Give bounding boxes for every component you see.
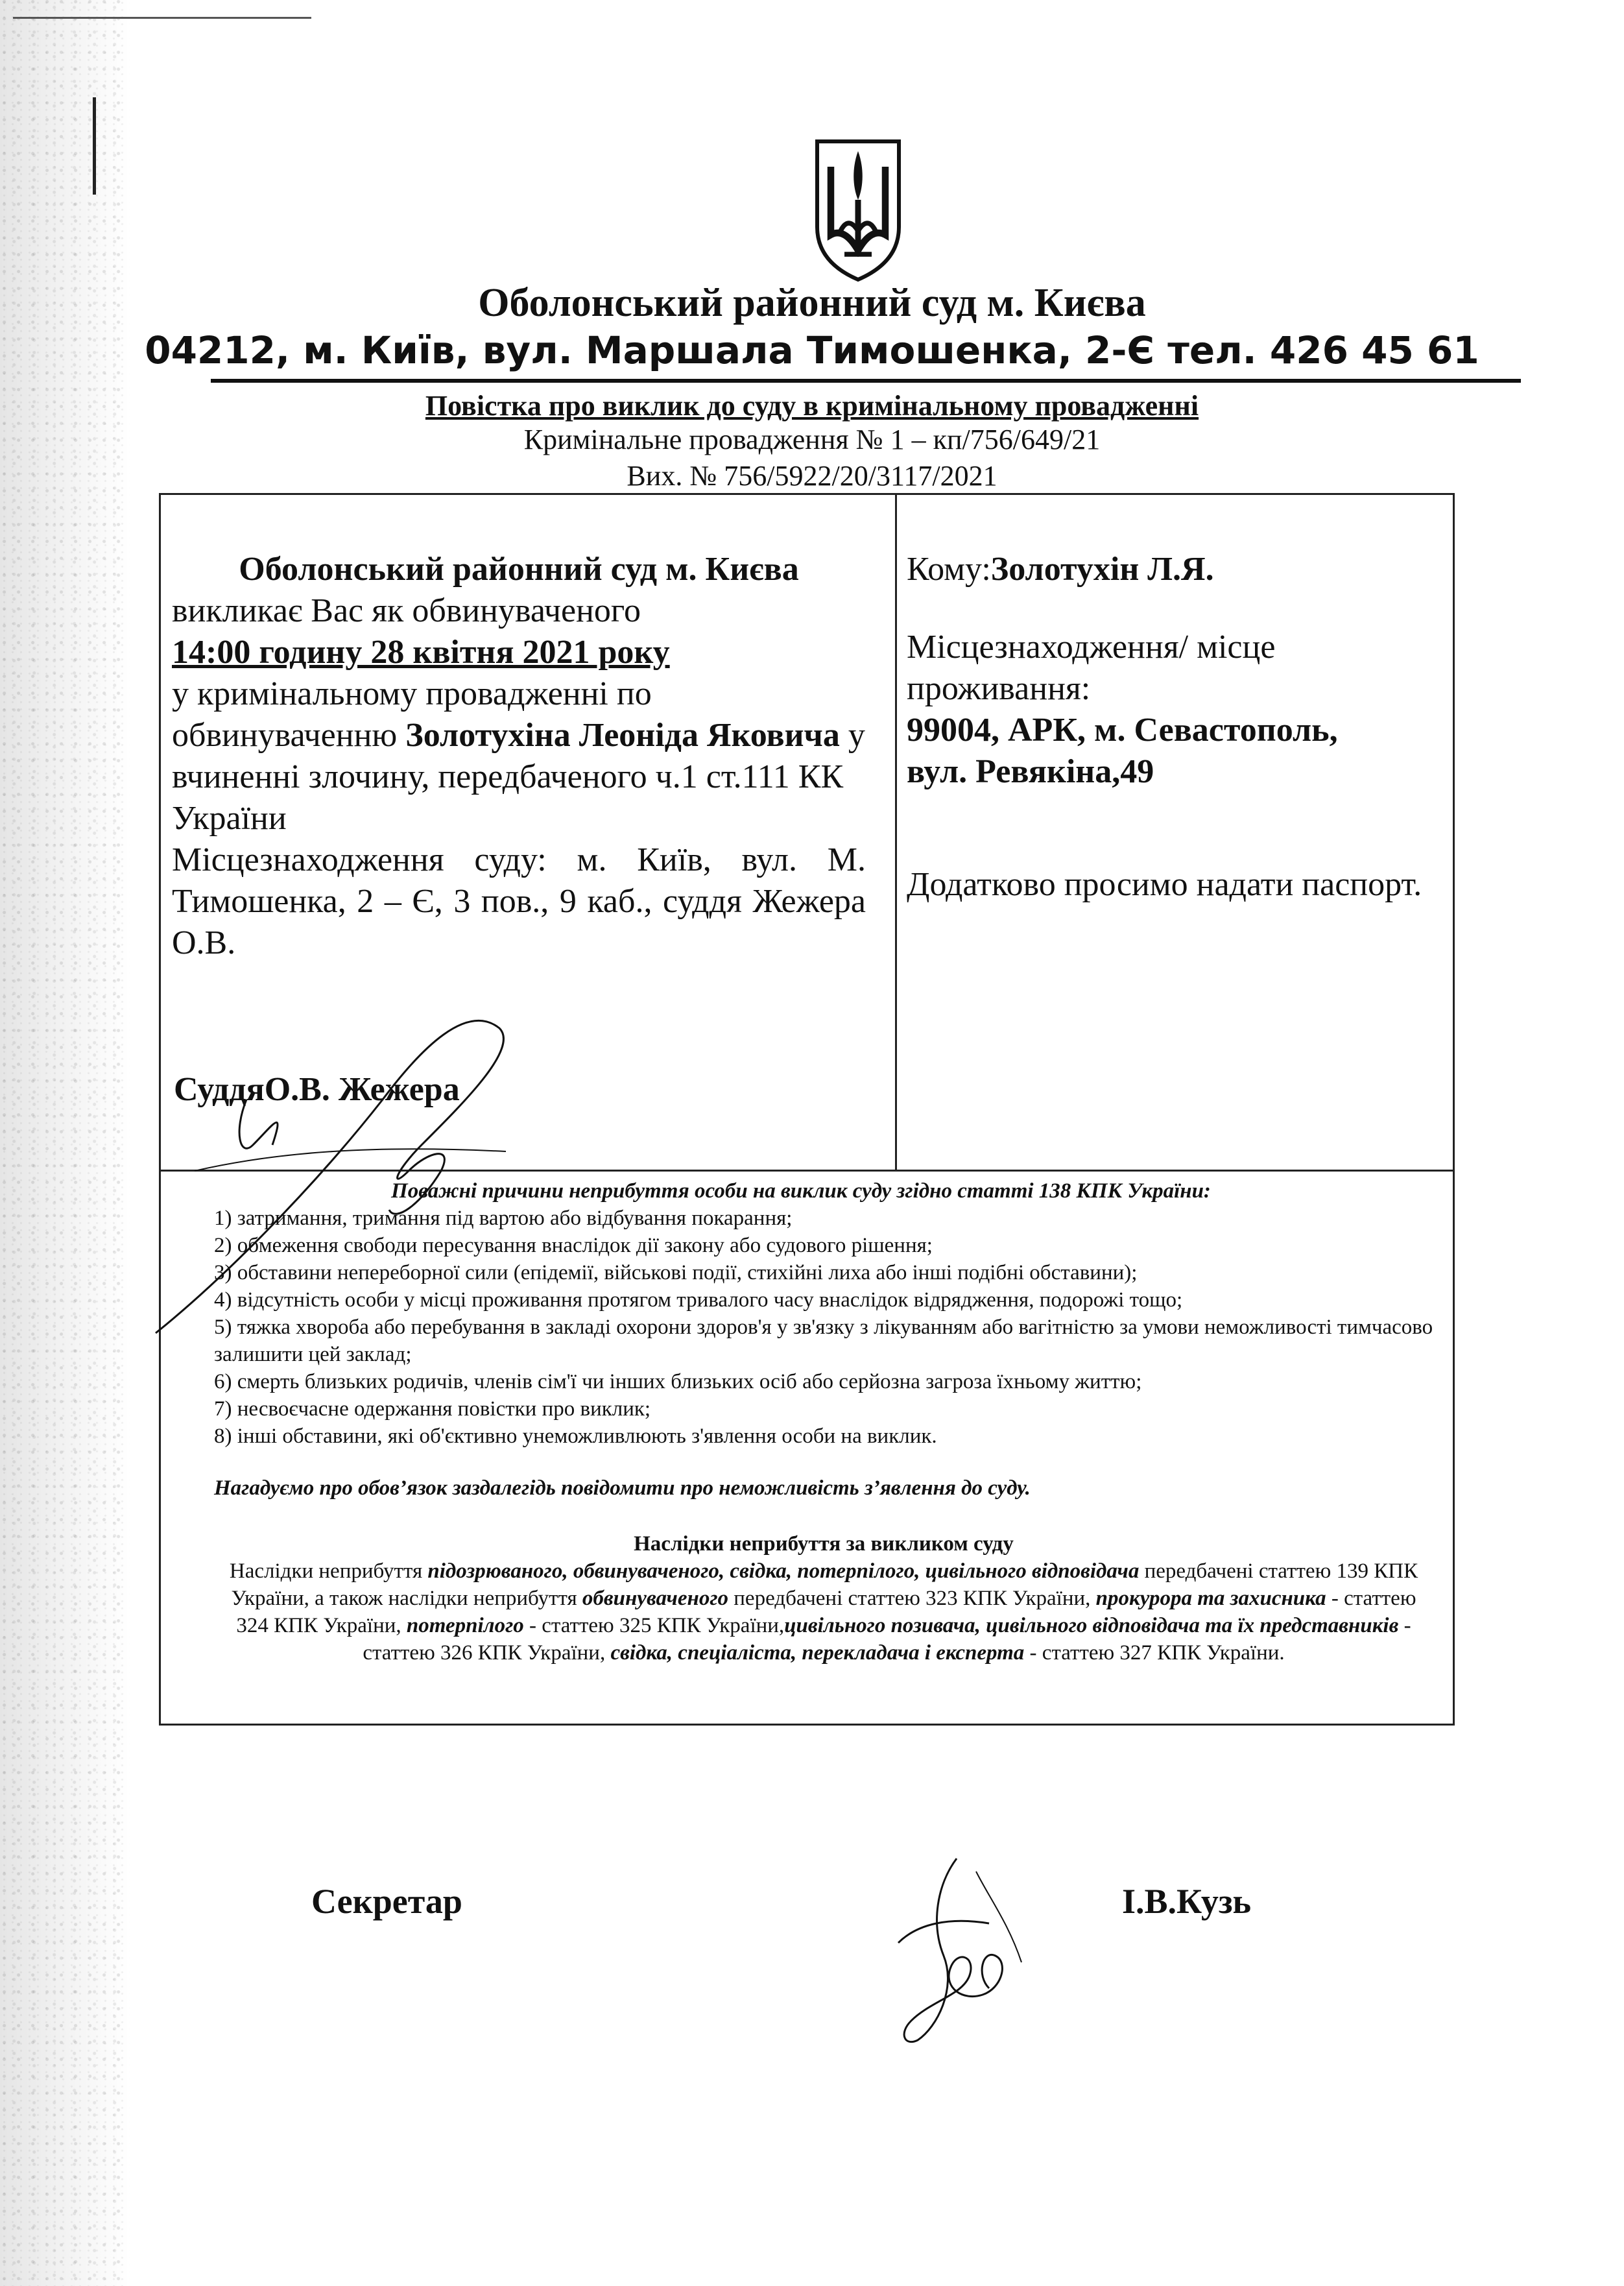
column-divider <box>895 493 897 1171</box>
hearing-datetime: 14:00 годину 28 квітня 2021 року <box>172 634 670 671</box>
recipient-label: Кому: <box>907 551 991 588</box>
conseq-part: Наслідки неприбуття <box>229 1559 428 1583</box>
recipient-name: Золотухін Л.Я. <box>990 551 1214 588</box>
case-text-1: у кримінальному провадженні по обвинуваченню <box>172 675 652 754</box>
conseq-part: підозрюваного, обвинуваченого, свідка, потерпілого, цивільного відповідача <box>427 1559 1140 1583</box>
conseq-part: - статтею 326 КПК України, <box>363 1614 1411 1665</box>
conseq-part: передбачені статтею 139 КПК України, а також наслідки неприбуття <box>231 1559 1418 1610</box>
court-location: Місцезнаходження суду: м. Київ, вул. М. Тимошенка, 2 – Є, 3 пов., 9 каб., суддя Жежера О.В. <box>172 841 866 961</box>
conseq-part: передбачені статтею 323 КПК України, <box>728 1587 1096 1610</box>
header-court-name: Оболонський районний суд м. Києва <box>478 281 1146 325</box>
header-divider <box>211 379 1521 383</box>
valid-reasons-section <box>214 1177 1433 1666</box>
conseq-part: потерпілого <box>406 1614 524 1637</box>
conseq-part: цивільного позивача, цивільного відповідача та їх представників <box>784 1614 1399 1637</box>
case-number: Кримінальне провадження № 1 – кп/756/649/21 <box>523 424 1101 455</box>
consequences-text <box>214 1558 1433 1666</box>
conseq-part: свідка, спеціаліста, перекладача і експерта <box>610 1641 1025 1665</box>
judge-signature-line: СуддяО.В. Жежера <box>174 1071 460 1108</box>
scan-tick-mark <box>93 97 96 195</box>
summons-court-name: Оболонський районний суд м. Києва <box>239 551 799 588</box>
accused-name: Золотухіна Леоніда Яковича <box>405 717 840 754</box>
trident-emblem-icon <box>809 138 907 283</box>
reason-item: 1) затримання, тримання під вартою або відбування покарання; <box>214 1207 793 1230</box>
extra-request: Додатково просимо надати паспорт. <box>907 866 1422 903</box>
secretary-name: І.В.Кузь <box>1122 1882 1252 1921</box>
reason-item: 6) смерть близьких родичів, членів сім'ї чи інших близьких осіб або серйозна загроза їхньому життю; <box>214 1370 1142 1393</box>
case-text-2: у вчиненні злочину, передбаченого ч.1 ст.111 КК України <box>172 717 865 837</box>
reason-item: 5) тяжка хвороба або перебування в закладі охорони здоров'я у зв'язку з лікуванням або вагітністю за умови неможливості тимчасово залишити цей заклад; <box>214 1316 1433 1366</box>
reasons-title: Поважні причини неприбуття особи на виклик суду згідно статті 138 КПК України: <box>391 1179 1211 1203</box>
consequences-title: Наслідки неприбуття за викликом суду <box>634 1532 1014 1556</box>
outgoing-number: Вих. № 756/5922/20/3117/2021 <box>627 460 997 492</box>
recipient-address-line1: 99004, АРК, м. Севастополь, <box>907 712 1338 749</box>
secretary-handwritten-signature <box>859 1846 1047 2053</box>
conseq-part: прокурора та захисника <box>1095 1587 1326 1610</box>
conseq-part: - статтею 324 КПК України, <box>236 1587 1416 1637</box>
scan-top-mark <box>13 17 311 19</box>
document-title: Повістка про виклик до суду в кримінальному провадженні <box>425 390 1199 422</box>
conseq-part: - статтею 327 КПК України. <box>1024 1641 1285 1665</box>
header-address: 04212, м. Київ, вул. Маршала Тимошенка, 2-Є тел. 426 45 61 <box>145 328 1479 372</box>
recipient-line <box>907 549 1439 590</box>
recipient-address-line2: вул. Ревякіна,49 <box>907 753 1154 790</box>
summons-details <box>172 549 866 964</box>
reason-item: 8) інші обставини, які об'єктивно унеможливлюють з'явлення особи на виклик. <box>214 1425 937 1448</box>
reminder-note: Нагадуємо про обов’язок заздалегідь повідомити про неможливість з’явлення до суду. <box>214 1476 1031 1500</box>
case-description <box>172 673 866 839</box>
reason-item: 3) обставини непереборної сили (епідемії, військові події, стихійні лиха або інші подібні обставини); <box>214 1261 1138 1284</box>
residence-label: Місцезнаходження/ місце проживання: <box>907 629 1276 707</box>
conseq-part: - статтею 325 КПК України, <box>523 1614 785 1637</box>
reason-item: 4) відсутність особи у місці проживання протягом тривалого часу внаслідок відрядження, подорожі тощо; <box>214 1288 1183 1312</box>
reason-item: 2) обмеження свободи пересування внаслідок дії закону або судового рішення; <box>214 1234 933 1257</box>
summons-role: викликає Вас як обвинуваченого <box>172 592 641 629</box>
reason-item: 7) несвоєчасне одержання повістки про виклик; <box>214 1397 651 1421</box>
conseq-part: обвинуваченого <box>582 1587 729 1610</box>
secretary-label: Секретар <box>311 1882 462 1921</box>
recipient-details <box>907 549 1439 906</box>
